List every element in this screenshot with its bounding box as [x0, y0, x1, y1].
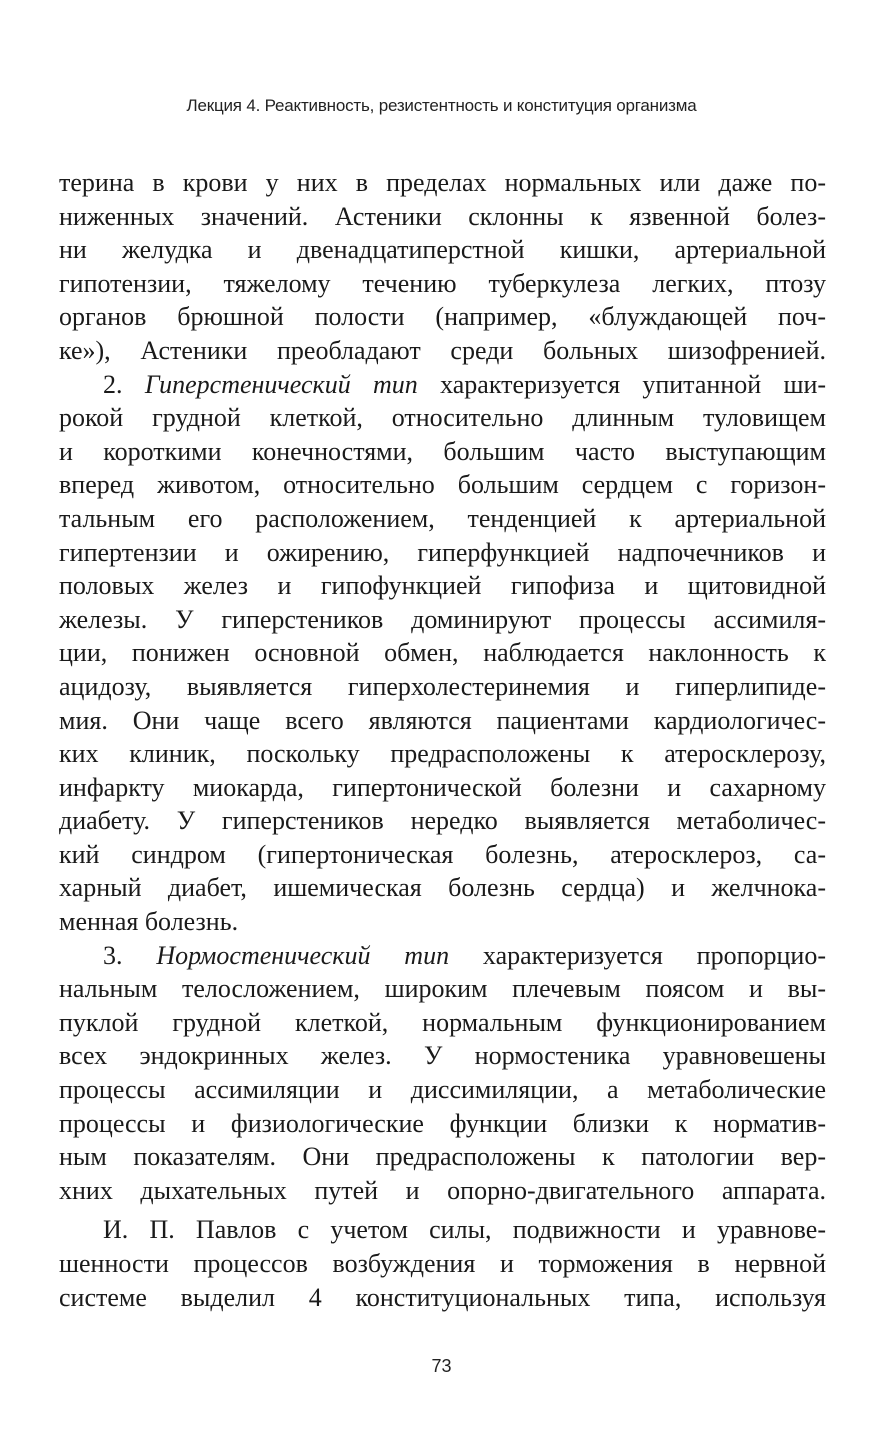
- text-line: процессы и физиологические функции близки к норматив-: [59, 1108, 826, 1138]
- line-text: характеризуется упитанной ши-: [440, 369, 827, 399]
- text-line: кий синдром (гипертоническая болезнь, атеросклероз, са-: [59, 839, 826, 869]
- text-line: шенности процессов возбуждения и торможения в нервной: [59, 1249, 826, 1278]
- text-line: всех эндокринных желез. У нормостеника уравновешены: [59, 1041, 826, 1071]
- paragraph: [59, 166, 826, 368]
- italic-term: Нормостенический тип: [156, 940, 450, 970]
- paragraph: [59, 1213, 826, 1314]
- line-text: характеризуется пропорцио-: [482, 940, 826, 970]
- text-line: гипотензии, тяжелому течению туберкулеза легких, птозу: [59, 268, 826, 298]
- text-line: ацидозу, выявляется гиперхолестеринемия и гиперлипиде-: [59, 671, 826, 701]
- text-line: ке»), Астеники преобладают среди больных шизофренией.: [59, 335, 826, 365]
- text-line: хних дыхательных путей и опорно-двигательного аппарата.: [59, 1175, 826, 1205]
- text-line: нальным телосложением, широким плечевым поясом и вы-: [59, 974, 826, 1004]
- text-line: ниженных значений. Астеники склонны к язвенной болез-: [59, 201, 826, 231]
- running-header: Лекция 4. Реактивность, резистентность и конституция организма: [186, 96, 697, 115]
- text-line: [59, 368, 826, 402]
- paragraph: [59, 368, 826, 939]
- text-line: ни желудка и двенадцатиперстной кишки, артериальной: [59, 235, 826, 265]
- text-line: системе выделил 4 конституциональных типа, используя: [59, 1282, 826, 1312]
- page-number: 73: [431, 1356, 452, 1376]
- text-line: ным показателям. Они предрасположены к патологии вер-: [59, 1142, 826, 1172]
- text-line: менная болезнь.: [59, 907, 239, 937]
- text-line: инфаркту миокарда, гипертонической болезни и сахарному: [59, 772, 826, 802]
- text-line: диабету. У гиперстеников нередко выявляется метаболичес-: [59, 806, 826, 836]
- text-line: рокой грудной клеткой, относительно длинным туловищем: [59, 403, 826, 433]
- italic-term: Гиперстенический тип: [144, 369, 418, 399]
- text-line: и короткими конечностями, большим часто выступающим: [59, 436, 826, 466]
- text-line: пуклой грудной клеткой, нормальным функционированием: [59, 1007, 826, 1037]
- body-text: [59, 166, 826, 1314]
- text-line: [59, 939, 826, 973]
- text-line: ких клиник, поскольку предрасположены к атеросклерозу,: [59, 739, 826, 769]
- text-line: тальным его расположением, тенденцией к артериальной: [59, 503, 826, 533]
- text-line: вперед животом, относительно большим сердцем с горизон-: [59, 470, 826, 500]
- text-line: И. П. Павлов с учетом силы, подвижности и уравнове-: [103, 1215, 826, 1245]
- list-number: 2.: [103, 369, 123, 399]
- text-line: органов брюшной полости (например, «блуждающей поч-: [59, 302, 826, 332]
- text-line: половых желез и гипофункцией гипофиза и щитовидной: [59, 571, 826, 601]
- text-line: ции, понижен основной обмен, наблюдается наклонность к: [59, 638, 826, 668]
- text-line: харный диабет, ишемическая болезнь сердца) и желчнока-: [59, 873, 826, 903]
- text-line: терина в крови у них в пределах нормальных или даже по-: [59, 168, 826, 197]
- text-line: мия. Они чаще всего являются пациентами кардиологичес-: [59, 705, 826, 735]
- paragraph: [59, 939, 826, 1208]
- text-line: процессы ассимиляции и диссимиляции, а метаболические: [59, 1075, 826, 1105]
- text-line: железы. У гиперстеников доминируют процессы ассимиля-: [59, 604, 826, 634]
- list-number: 3.: [103, 940, 123, 970]
- text-line: гипертензии и ожирению, гиперфункцией надпочечников и: [59, 537, 826, 567]
